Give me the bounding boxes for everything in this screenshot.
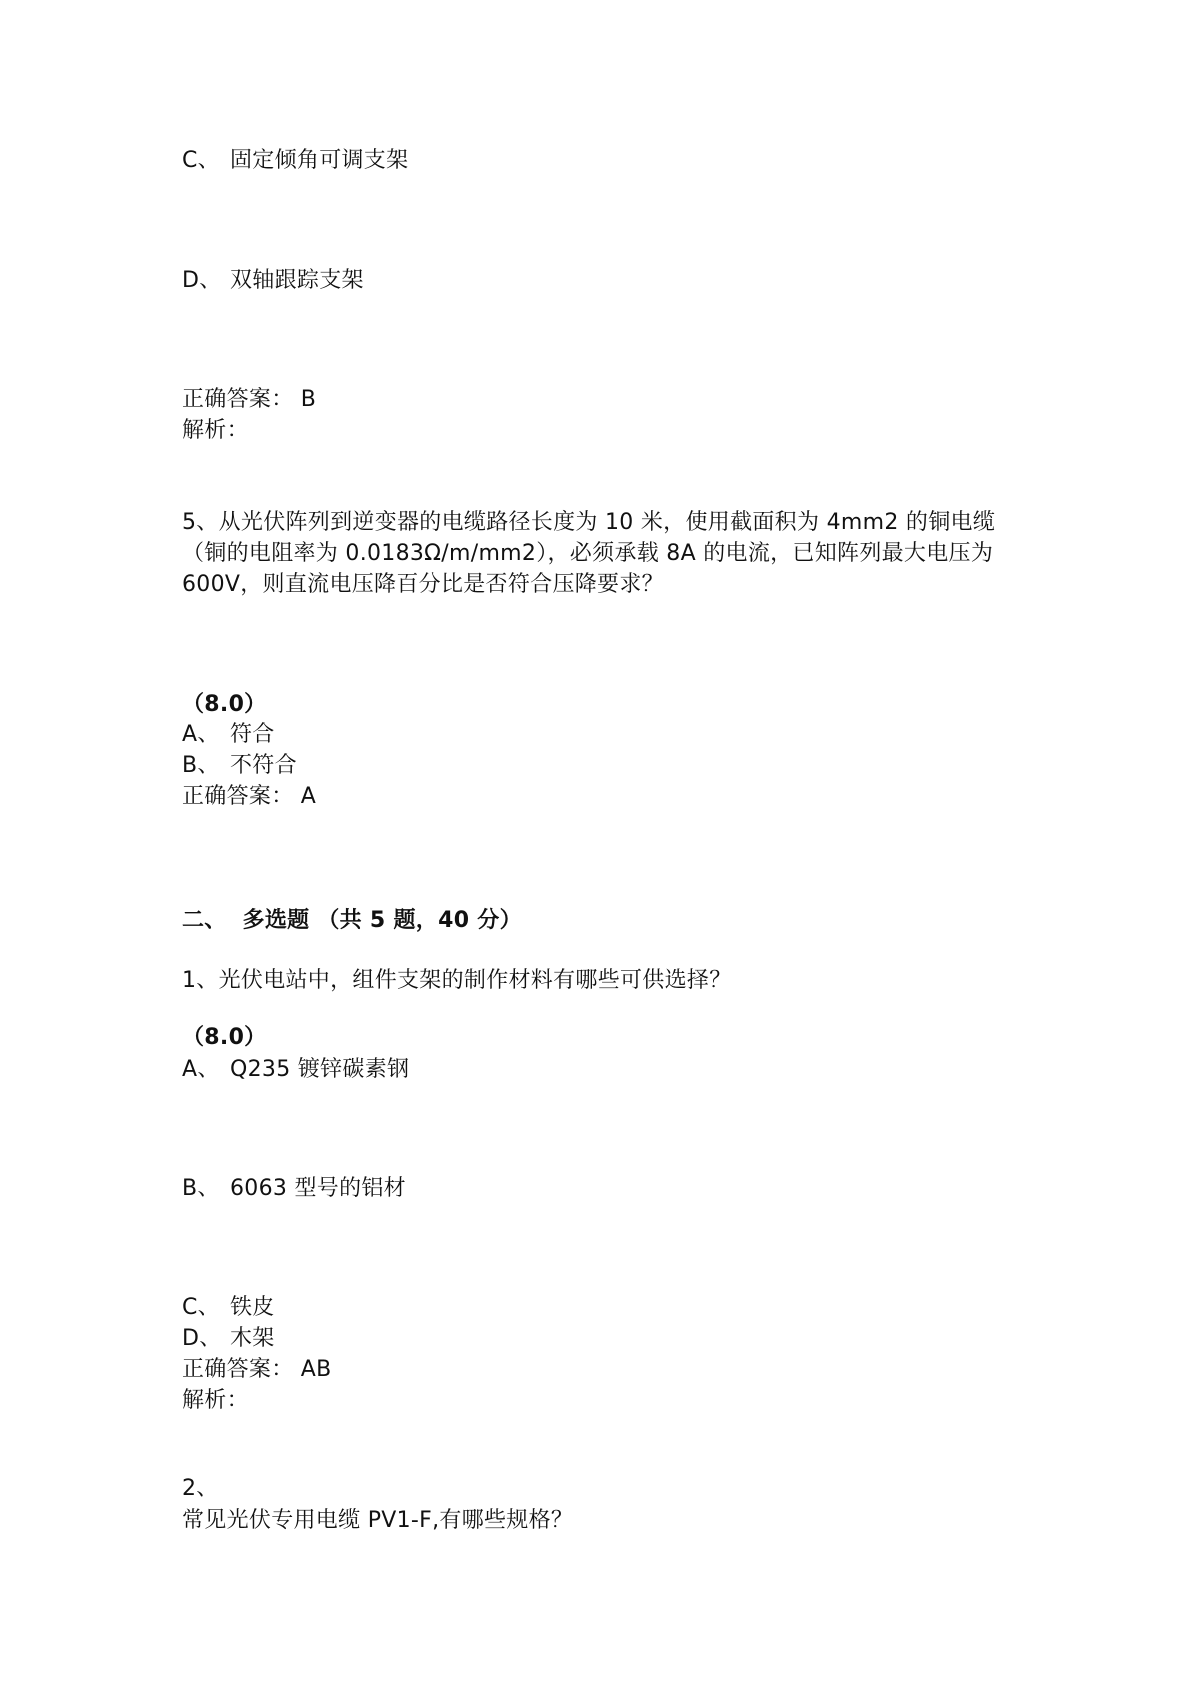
option-text: 6063 型号的铝材 <box>230 1176 406 1201</box>
q4-option-d <box>182 266 364 296</box>
q5-question-line-3: 600V，则直流电压降百分比是否符合压降要求？ <box>182 572 664 597</box>
option-letter: D、 <box>182 1326 222 1351</box>
option-letter: C、 <box>182 1295 220 1320</box>
mq1-option-c <box>182 1293 275 1323</box>
q4-analysis: 解析： <box>182 418 249 443</box>
option-letter: A、 <box>182 1057 220 1082</box>
option-text: 符合 <box>230 722 275 747</box>
option-text: 铁皮 <box>230 1295 275 1320</box>
option-text: Q235 镀锌碳素钢 <box>230 1057 410 1082</box>
mq1-option-a <box>182 1055 409 1085</box>
q5-question-line-2: （铜的电阻率为 0.0183Ω/m/mm2），必须承载 8A 的电流，已知阵列最大电压为 <box>182 541 994 566</box>
q5-answer: 正确答案： A <box>182 784 317 809</box>
mq1-option-b <box>182 1174 406 1204</box>
q5-question-line-1: 5、从光伏阵列到逆变器的电缆路径长度为 10 米，使用截面积为 4mm2 的铜电缆 <box>182 510 996 535</box>
mq1-question: 1、光伏电站中，组件支架的制作材料有哪些可供选择？ <box>182 968 732 993</box>
q5-option-a <box>182 720 275 750</box>
mq1-option-d <box>182 1324 275 1354</box>
option-text: 不符合 <box>230 753 297 778</box>
q4-option-c <box>182 146 408 176</box>
mq2-number: 2、 <box>182 1476 219 1501</box>
option-text: 双轴跟踪支架 <box>230 268 364 293</box>
mq1-answer: 正确答案： AB <box>182 1357 332 1382</box>
mq2-question: 常见光伏专用电缆 PV1-F,有哪些规格？ <box>182 1508 574 1533</box>
q4-answer: 正确答案： B <box>182 387 317 412</box>
option-letter: B、 <box>182 753 220 778</box>
option-letter: C、 <box>182 148 220 173</box>
option-letter: D、 <box>182 268 222 293</box>
option-letter: B、 <box>182 1176 220 1201</box>
option-text: 木架 <box>230 1326 275 1351</box>
mq1-analysis: 解析： <box>182 1388 249 1413</box>
option-letter: A、 <box>182 722 220 747</box>
option-text: 固定倾角可调支架 <box>230 148 409 173</box>
q5-option-b <box>182 751 297 781</box>
mq1-score: （8.0） <box>182 1025 267 1050</box>
q5-score: （8.0） <box>182 692 267 717</box>
section-heading-multi-choice: 二、 多选题 （共 5 题，40 分） <box>182 908 522 933</box>
